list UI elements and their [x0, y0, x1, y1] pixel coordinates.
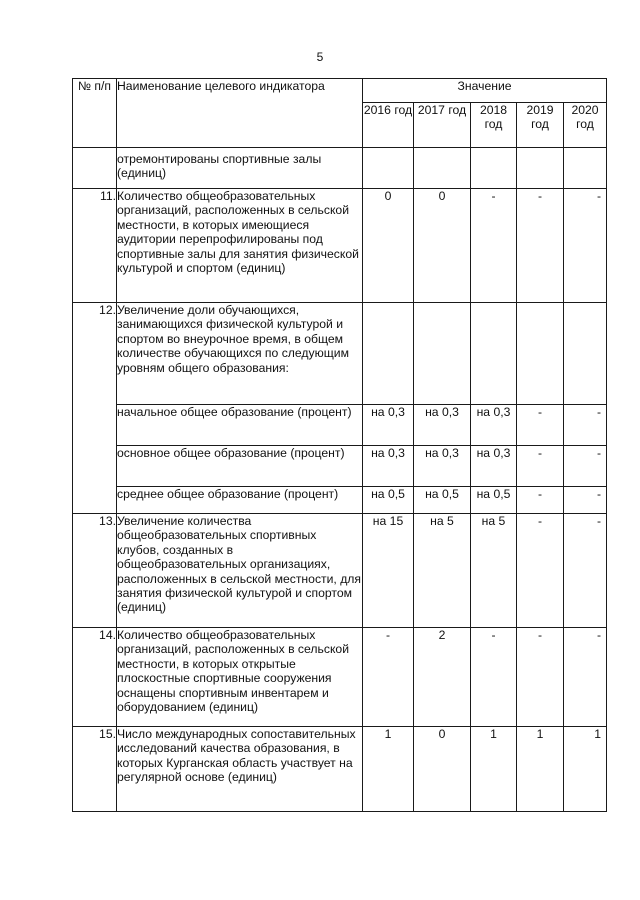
header-year: 2020 год — [564, 103, 607, 148]
value-cell: - — [471, 628, 517, 727]
table-row — [73, 303, 607, 405]
row-number: 12. — [73, 303, 117, 514]
value-cell: на 5 — [471, 514, 517, 628]
value-cell: - — [564, 487, 607, 514]
row-number: 14. — [73, 628, 117, 727]
table-row — [73, 446, 607, 487]
table-row — [73, 487, 607, 514]
value-cell: - — [564, 446, 607, 487]
row-number: 11. — [73, 189, 117, 303]
value-cell: - — [517, 446, 564, 487]
value-cell: на 0,3 — [471, 446, 517, 487]
indicator-name: основное общее образование (процент) — [117, 446, 363, 487]
value-cell: 0 — [414, 189, 471, 303]
indicator-name: Увеличение количества общеобразовательных спортивных клубов, созданных в общеобразовательных организациях, расположенных в сельской местности, для занятия физической культурой и спортом (единиц) — [117, 514, 363, 628]
value-cell: на 0,5 — [363, 487, 414, 514]
indicator-name: Количество общеобразовательных организаций, расположенных в сельской местности, в которых открытые плоскостные спортивные сооружения оснащены спортивным инвентарем и оборудованием (единиц) — [117, 628, 363, 727]
value-cell: на 0,3 — [363, 405, 414, 446]
value-cell — [414, 303, 471, 405]
value-cell: на 15 — [363, 514, 414, 628]
value-cell: - — [363, 628, 414, 727]
value-cell: на 0,5 — [414, 487, 471, 514]
value-cell: 2 — [414, 628, 471, 727]
value-cell: - — [471, 189, 517, 303]
table-row — [73, 148, 607, 189]
header-year: 2019 год — [517, 103, 564, 148]
value-cell: 1 — [517, 727, 564, 812]
row-number: 15. — [73, 727, 117, 812]
row-number: 13. — [73, 514, 117, 628]
header-indicator-name: Наименование целевого индикатора — [117, 79, 363, 148]
value-cell — [363, 148, 414, 189]
header-year: 2017 год — [414, 103, 471, 148]
value-cell: - — [517, 405, 564, 446]
value-cell: 0 — [414, 727, 471, 812]
indicator-name: Количество общеобразовательных организаций, расположенных в сельской местности, в которых имеющиеся аудитории перепрофилированы под спортивные залы для занятия физической культурой и спортом (единиц) — [117, 189, 363, 303]
value-cell: на 5 — [414, 514, 471, 628]
value-cell — [564, 303, 607, 405]
value-cell: на 0,3 — [414, 405, 471, 446]
header-year: 2016 год — [363, 103, 414, 148]
table-row — [73, 628, 607, 727]
value-cell: 0 — [363, 189, 414, 303]
table-row — [73, 189, 607, 303]
value-cell: - — [517, 628, 564, 727]
value-cell — [414, 148, 471, 189]
value-cell: - — [564, 189, 607, 303]
indicator-name: Число международных сопоставительных исследований качества образования, в которых Курганская область участвует на регулярной основе (единиц) — [117, 727, 363, 812]
value-cell: - — [517, 487, 564, 514]
value-cell: - — [564, 628, 607, 727]
header-number: № п/п — [73, 79, 117, 148]
indicator-name: среднее общее образование (процент) — [117, 487, 363, 514]
header-year: 2018 год — [471, 103, 517, 148]
value-cell — [471, 148, 517, 189]
header-value: Значение — [363, 79, 607, 103]
value-cell: - — [564, 405, 607, 446]
page-number: 5 — [316, 50, 324, 64]
value-cell — [363, 303, 414, 405]
indicators-table — [72, 78, 607, 812]
row-number — [73, 148, 117, 189]
value-cell — [564, 148, 607, 189]
value-cell — [471, 303, 517, 405]
value-cell: - — [517, 189, 564, 303]
value-cell: - — [517, 514, 564, 628]
value-cell: на 0,3 — [471, 405, 517, 446]
value-cell — [517, 303, 564, 405]
value-cell: на 0,5 — [471, 487, 517, 514]
table-row — [73, 405, 607, 446]
value-cell: на 0,3 — [414, 446, 471, 487]
value-cell — [517, 148, 564, 189]
table-row — [73, 514, 607, 628]
value-cell: 1 — [564, 727, 607, 812]
indicator-name: отремонтированы спортивные залы (единиц) — [117, 148, 363, 189]
value-cell: на 0,3 — [363, 446, 414, 487]
value-cell: 1 — [471, 727, 517, 812]
indicator-name: Увеличение доли обучающихся, занимающихся физической культурой и спортом во внеурочное время, в общем количестве обучающихся по следующим уровням общего образования: — [117, 303, 363, 405]
value-cell: - — [564, 514, 607, 628]
table-row — [73, 727, 607, 812]
value-cell: 1 — [363, 727, 414, 812]
indicator-name: начальное общее образование (процент) — [117, 405, 363, 446]
